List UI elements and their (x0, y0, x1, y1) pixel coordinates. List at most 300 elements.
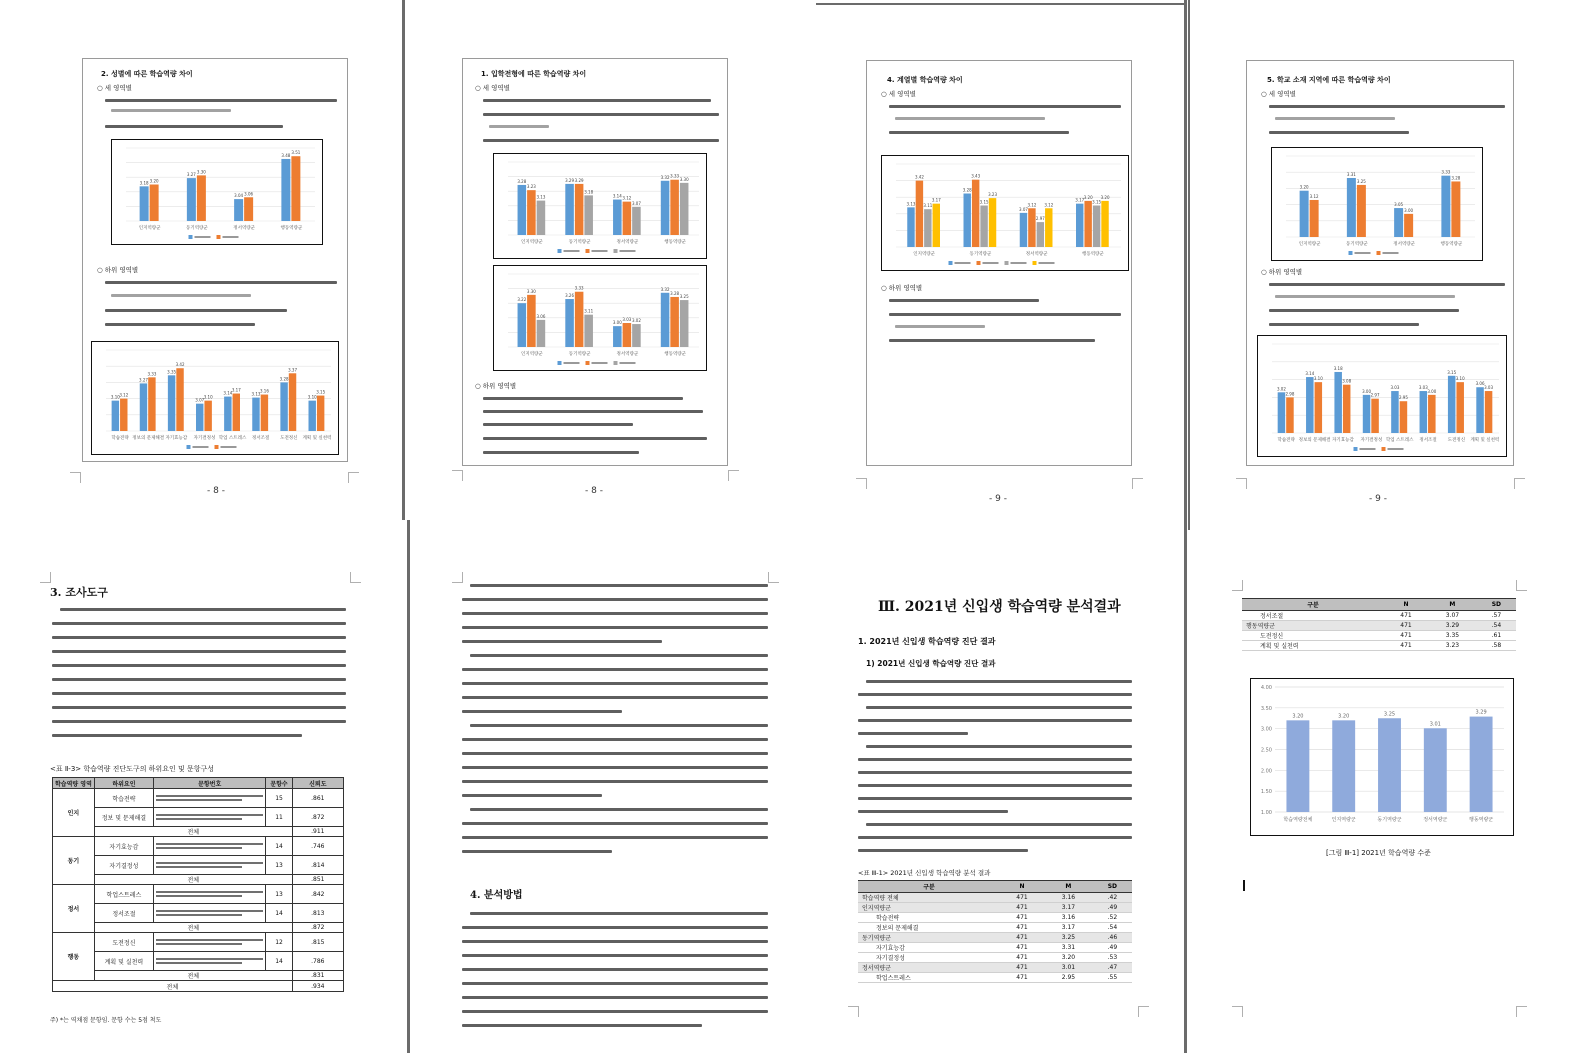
chart-bar (1391, 391, 1399, 433)
table-row (858, 933, 1132, 943)
table-row (858, 893, 1132, 903)
chart-bar (1371, 399, 1379, 433)
mean-cell: 3.25 (1044, 933, 1093, 943)
page-number: - 9 - (1369, 494, 1387, 504)
data-label: 3.22 (517, 297, 527, 303)
chart-bar (632, 324, 641, 347)
category-label: 정서역량군 (616, 352, 639, 357)
category-label: 정서역량군 (1393, 242, 1415, 247)
chart-bar (916, 181, 923, 247)
row-label: 자기결정성 (858, 953, 1000, 963)
y-tick-label: 3.50 (1260, 705, 1272, 712)
table-row (858, 943, 1132, 953)
category-label: 정보의 문제해결 (132, 436, 165, 441)
bar-chart (111, 139, 323, 245)
table-row (1242, 631, 1516, 641)
n-cell: 471 (1384, 611, 1428, 621)
legend-text-line (592, 362, 608, 364)
subtotal-label: 전체 (94, 875, 292, 885)
bar-chart (493, 153, 707, 259)
chart-bar (1037, 222, 1044, 247)
data-label: 3.20 (1299, 184, 1309, 190)
chart-bar (168, 375, 175, 431)
y-tick-label: 1.50 (1260, 789, 1272, 796)
legend-text-line (620, 250, 636, 252)
sd-cell: .42 (1093, 893, 1132, 903)
legend-swatch (189, 235, 193, 239)
data-label: 3.20 (1083, 194, 1093, 200)
category-label: 도전정신 (1447, 438, 1466, 443)
mean-cell: 3.20 (1044, 953, 1093, 963)
item-numbers-cell (153, 952, 265, 971)
chart-bar (1045, 208, 1052, 247)
data-table (52, 777, 344, 992)
table-row (53, 856, 344, 875)
item-count-cell: 14 (266, 904, 292, 923)
chart-bar (1441, 176, 1450, 237)
category-label: 행동역량군 (664, 240, 686, 245)
section-title: 5. 학교 소재 지역에 따른 학습역량 차이 (1267, 76, 1391, 84)
mean-cell: 3.16 (1044, 913, 1093, 923)
chart-bar (972, 180, 979, 247)
chart-bar (1343, 385, 1351, 433)
data-label: 3.07 (195, 397, 205, 403)
category-label: 자기효능감 (165, 436, 188, 441)
sd-cell: .58 (1477, 641, 1516, 651)
data-label: 3.31 (1346, 171, 1356, 177)
data-label: 3.25 (1356, 178, 1366, 184)
data-label: 3.17 (231, 387, 241, 393)
table-row (53, 933, 344, 952)
legend-swatch (949, 261, 953, 265)
chart-bar (518, 185, 527, 235)
category-label: 행동역량군 (1440, 242, 1463, 247)
item-numbers-cell (153, 808, 265, 827)
data-label: 3.03 (1418, 385, 1428, 391)
y-tick-label: 1.00 (1260, 810, 1272, 816)
legend-text-line (955, 262, 971, 264)
legend-text-line (1360, 448, 1376, 450)
sd-cell: .49 (1093, 903, 1132, 913)
category-label: 동기역량군 (186, 226, 208, 231)
chart-bar (1357, 185, 1366, 237)
chart-bar (964, 194, 971, 247)
table-header: N (1000, 881, 1044, 893)
category-label: 학업 스트레스 (218, 436, 247, 441)
chart-bar (1334, 372, 1342, 433)
data-label: 3.32 (660, 174, 670, 180)
category-label: 인지역량군 (913, 252, 935, 257)
data-label: 3.06 (1475, 381, 1485, 387)
data-label: 3.35 (167, 369, 177, 375)
chart-bar (204, 401, 211, 431)
chart-bar (1394, 208, 1403, 237)
data-label: 3.20 (149, 178, 159, 184)
legend-swatch (558, 361, 562, 365)
chart-bar (537, 201, 546, 235)
chart-bar (1470, 717, 1493, 812)
document-page (462, 58, 728, 466)
table-row (53, 808, 344, 827)
chart-bar (1306, 377, 1314, 433)
text-cursor (1243, 880, 1245, 891)
chart-bar (309, 401, 316, 431)
item-numbers-cell (153, 933, 265, 952)
row-label: 정서역량군 (858, 963, 1000, 973)
category-label: 도전정신 (280, 436, 298, 441)
chart-bar (680, 300, 689, 347)
data-label: 3.28 (670, 290, 680, 296)
subtotal-row (53, 971, 344, 981)
item-count-cell: 13 (266, 856, 292, 875)
data-label: 3.00 (1362, 388, 1372, 394)
subsection-title: ○ 세 영역별 (881, 90, 916, 98)
category-label: 동기역량군 (568, 240, 591, 245)
row-label: 학습전략 (858, 913, 1000, 923)
page-number: - 9 - (989, 494, 1007, 504)
table-header: 구분 (858, 881, 1000, 893)
legend-text-line (564, 362, 580, 364)
legend-text-line (1355, 252, 1371, 254)
sd-cell: .61 (1477, 631, 1516, 641)
subtotal-row (53, 875, 344, 885)
data-label: 3.04 (234, 193, 244, 199)
chart-bar (112, 401, 119, 431)
bar-chart (493, 265, 707, 371)
table-row (53, 789, 344, 808)
data-label: 3.03 (1484, 385, 1494, 391)
window-divider (402, 0, 405, 520)
data-label: 3.42 (914, 174, 924, 180)
chart-bar (1315, 382, 1323, 433)
chart-bar (1332, 720, 1355, 812)
factor-cell: 학습전략 (94, 789, 153, 808)
legend-swatch (187, 445, 191, 449)
chart-bar (527, 190, 536, 235)
data-label: 3.10 (1455, 376, 1465, 382)
summary-bar-chart (1250, 678, 1514, 836)
category-label: 학습전략 (1277, 438, 1295, 443)
n-cell: 471 (1384, 641, 1428, 651)
sd-cell: .54 (1477, 621, 1516, 631)
table-row (858, 963, 1132, 973)
n-cell: 471 (1000, 963, 1044, 973)
data-label: 3.00 (612, 320, 622, 326)
item-count-cell: 15 (266, 789, 292, 808)
chart-bar (196, 404, 203, 431)
subtotal-row (53, 827, 344, 837)
data-label: 3.30 (196, 169, 206, 175)
n-cell: 471 (1000, 893, 1044, 903)
chart-bar (1286, 720, 1309, 812)
chart-bar (280, 382, 287, 431)
legend-swatch (1382, 447, 1386, 451)
domain-cell: 정서 (53, 885, 95, 933)
table-row (53, 952, 344, 971)
data-label: 3.27 (139, 377, 148, 383)
table-header: 문항수 (266, 778, 292, 789)
data-label: 3.30 (526, 288, 536, 294)
category-label: 정서역량군 (1025, 252, 1048, 257)
sd-cell: .46 (1093, 933, 1132, 943)
chart-bar (1084, 201, 1091, 247)
data-label: 3.05 (1394, 202, 1404, 208)
table-row (1242, 611, 1516, 621)
chart-bar (518, 303, 527, 347)
chart-bar (1076, 204, 1083, 247)
window-divider (407, 520, 410, 1053)
table-header: 하위요인 (94, 778, 153, 789)
data-label: 3.14 (612, 193, 622, 199)
sd-cell: .49 (1093, 943, 1132, 953)
subtotal-value: .851 (292, 875, 343, 885)
chart-bar (1093, 206, 1100, 248)
category-label: 정서조절 (251, 436, 270, 441)
n-cell: 471 (1000, 973, 1044, 983)
table-header: 학습역량 영역 (53, 778, 95, 789)
data-label: 3.13 (536, 194, 546, 200)
category-label: 정서역량군 (616, 240, 639, 245)
chart-bar (1278, 392, 1286, 433)
table-header: N (1384, 599, 1428, 611)
data-label: 3.48 (281, 152, 291, 158)
data-label: 3.18 (139, 180, 149, 186)
data-label: 3.29 (574, 177, 584, 183)
subtotal-value: .831 (292, 971, 343, 981)
subsection-title: ○ 하위 영역별 (881, 284, 923, 292)
data-label: 3.10 (203, 394, 213, 400)
chart-bar (980, 206, 987, 248)
legend-text-line (983, 262, 999, 264)
data-label: 3.15 (1092, 199, 1102, 205)
data-label: 3.15 (316, 389, 326, 395)
data-label: 2.97 (1370, 392, 1380, 398)
data-label: 3.37 (288, 367, 297, 373)
data-label: 3.51 (291, 150, 301, 156)
row-label: 정보의 문제해결 (858, 923, 1000, 933)
mean-cell: 3.01 (1044, 963, 1093, 973)
chart-bar (281, 159, 290, 221)
chart-bar (1476, 387, 1484, 433)
chart-bar (1028, 208, 1035, 247)
chart-bar (1420, 391, 1428, 433)
n-cell: 471 (1000, 913, 1044, 923)
data-label: 3.33 (147, 371, 157, 377)
chart-bar (120, 399, 127, 431)
legend-text-line (1011, 262, 1027, 264)
legend-swatch (558, 249, 562, 253)
chart-bar (924, 209, 931, 247)
category-label: 행동역량군 (1469, 817, 1494, 823)
row-label: 동기역량군 (858, 933, 1000, 943)
legend-text-line (1388, 448, 1404, 450)
data-label: 3.00 (1427, 388, 1437, 394)
category-label: 자기효능감 (1332, 438, 1354, 443)
section-title: 4. 계열별 학습역량 차이 (887, 76, 963, 84)
chart-bar (252, 398, 259, 431)
data-label: 3.06 (244, 191, 254, 197)
data-label: 3.29 (1475, 709, 1487, 716)
subtotal-label: 전체 (94, 827, 292, 837)
row-label: 학습역량 전체 (858, 893, 1000, 903)
body-text (858, 680, 1132, 862)
chart-bar (613, 326, 622, 347)
data-label: 3.13 (251, 391, 261, 397)
chart-bar (233, 394, 240, 431)
subtotal-value: .911 (292, 827, 343, 837)
item-count-cell: 14 (266, 952, 292, 971)
data-label: 3.27 (186, 172, 196, 178)
data-label: 3.06 (536, 313, 546, 319)
chart-bar (623, 202, 632, 235)
chart-bar (187, 178, 196, 221)
chart-bar (317, 396, 324, 431)
chart-bar (291, 156, 300, 221)
chart-bar (623, 323, 632, 347)
document-page (866, 60, 1132, 466)
category-label: 동기역량군 (1377, 817, 1402, 823)
chart-bar (1020, 213, 1027, 247)
data-label: 3.12 (1044, 202, 1054, 208)
chart-bar (575, 184, 584, 235)
data-label: 3.25 (679, 294, 689, 300)
data-label: 3.32 (660, 286, 670, 292)
document-page (1246, 60, 1514, 466)
category-label: 학습전략 (111, 436, 129, 441)
subtotal-row (53, 923, 344, 933)
factor-cell: 자기효능감 (94, 837, 153, 856)
data-label: 3.28 (279, 376, 289, 382)
reliability-cell: .872 (292, 808, 343, 827)
window-divider (816, 3, 1186, 5)
category-label: 정서조절 (1419, 438, 1437, 443)
bar-chart (91, 341, 339, 455)
legend-swatch (1033, 261, 1037, 265)
chart-bar (670, 180, 679, 235)
chart-bar (176, 368, 183, 431)
data-label: 3.17 (931, 197, 941, 203)
mean-cell: 3.35 (1428, 631, 1477, 641)
chart-bar (261, 395, 268, 431)
table-row (858, 903, 1132, 913)
data-label: 3.28 (517, 178, 527, 184)
reliability-cell: .861 (292, 789, 343, 808)
section-title: 1. 입학전형에 따른 학습역량 차이 (481, 70, 587, 78)
mean-cell: 3.07 (1428, 611, 1477, 621)
table-header: M (1428, 599, 1477, 611)
chart-bar (234, 199, 243, 221)
category-label: 인지역량군 (1298, 242, 1321, 247)
legend-text-line (1383, 252, 1399, 254)
window-divider (1184, 0, 1187, 1053)
item-numbers-cell (153, 789, 265, 808)
category-label: 정서역량군 (1423, 817, 1448, 823)
chart-bar (575, 292, 584, 347)
body-text (462, 912, 768, 1038)
category-label: 인지역량군 (521, 352, 543, 357)
bar-chart (1271, 147, 1483, 261)
row-label: 도전정신 (1242, 631, 1384, 641)
section-heading: 3. 조사도구 (50, 586, 108, 599)
chart-bar (1428, 395, 1436, 433)
chart-bar (140, 186, 149, 221)
data-label: 3.33 (574, 285, 584, 291)
factor-cell: 정보 및 문제해결 (94, 808, 153, 827)
table-header: SD (1093, 881, 1132, 893)
chart-bar (197, 175, 206, 221)
item-numbers-cell (153, 904, 265, 923)
data-label: 3.23 (988, 192, 997, 198)
row-label: 정서조절 (1242, 611, 1384, 621)
data-label: 2.97 (1035, 216, 1045, 222)
legend-swatch (217, 235, 221, 239)
n-cell: 471 (1384, 621, 1428, 631)
data-label: 3.23 (526, 184, 536, 190)
chart-bar (632, 207, 641, 235)
data-label: 3.26 (565, 293, 575, 299)
category-label: 학업 스트레스 (1385, 438, 1414, 443)
subsection-title: ○ 세 영역별 (97, 84, 132, 92)
factor-cell: 계획 및 실천력 (94, 952, 153, 971)
domain-cell: 인지 (53, 789, 95, 837)
data-label: 3.10 (1313, 376, 1323, 382)
reliability-cell: .842 (292, 885, 343, 904)
row-label: 계획 및 실천력 (1242, 641, 1384, 651)
chart-bar (1310, 200, 1319, 237)
legend-text-line (564, 250, 580, 252)
sd-cell: .57 (1477, 611, 1516, 621)
category-label: 행동역량군 (664, 352, 686, 357)
chart-bar (1347, 178, 1356, 237)
y-tick-label: 2.00 (1260, 768, 1272, 775)
total-value: .934 (292, 981, 343, 992)
data-label: 3.11 (584, 308, 594, 314)
subsection-title: ○ 하위 영역별 (475, 382, 517, 390)
item-count-cell: 14 (266, 837, 292, 856)
table-footnote: 주) *는 역채점 문항임. 문항 수는 5점 척도 (50, 1017, 162, 1024)
data-label: 3.16 (259, 388, 269, 394)
mean-cell: 2.95 (1044, 973, 1093, 983)
chart-bar (680, 183, 689, 235)
page-number: - 8 - (585, 486, 603, 496)
chart-bar (527, 295, 536, 347)
table-row (1242, 621, 1516, 631)
category-label: 행동역량군 (280, 226, 303, 231)
subsection-title: 1. 2021년 신입생 학습역량 진단 결과 (858, 637, 996, 646)
category-label: 행동역량군 (1082, 252, 1104, 257)
legend-swatch (1005, 261, 1009, 265)
chart-bar (933, 204, 940, 247)
section-heading: 4. 분석방법 (470, 890, 523, 901)
table-caption: <표 Ⅲ-1> 2021년 신입생 학습역량 분석 결과 (858, 869, 991, 877)
row-label: 자기효능감 (858, 943, 1000, 953)
chart-bar (584, 315, 593, 347)
body-text (52, 608, 346, 748)
legend-swatch (614, 249, 618, 253)
data-label: 3.18 (1333, 365, 1343, 371)
data-label: 3.10 (110, 394, 120, 400)
legend-text-line (195, 236, 211, 238)
data-label: 3.28 (1451, 175, 1461, 181)
category-label: 자기결정성 (193, 436, 216, 441)
data-label: 3.15 (979, 199, 989, 205)
item-count-cell: 12 (266, 933, 292, 952)
chart-bar (1300, 191, 1309, 237)
reliability-cell: .813 (292, 904, 343, 923)
table-row (858, 913, 1132, 923)
chart-bar (1456, 382, 1464, 433)
y-tick-label: 4.00 (1260, 685, 1272, 691)
